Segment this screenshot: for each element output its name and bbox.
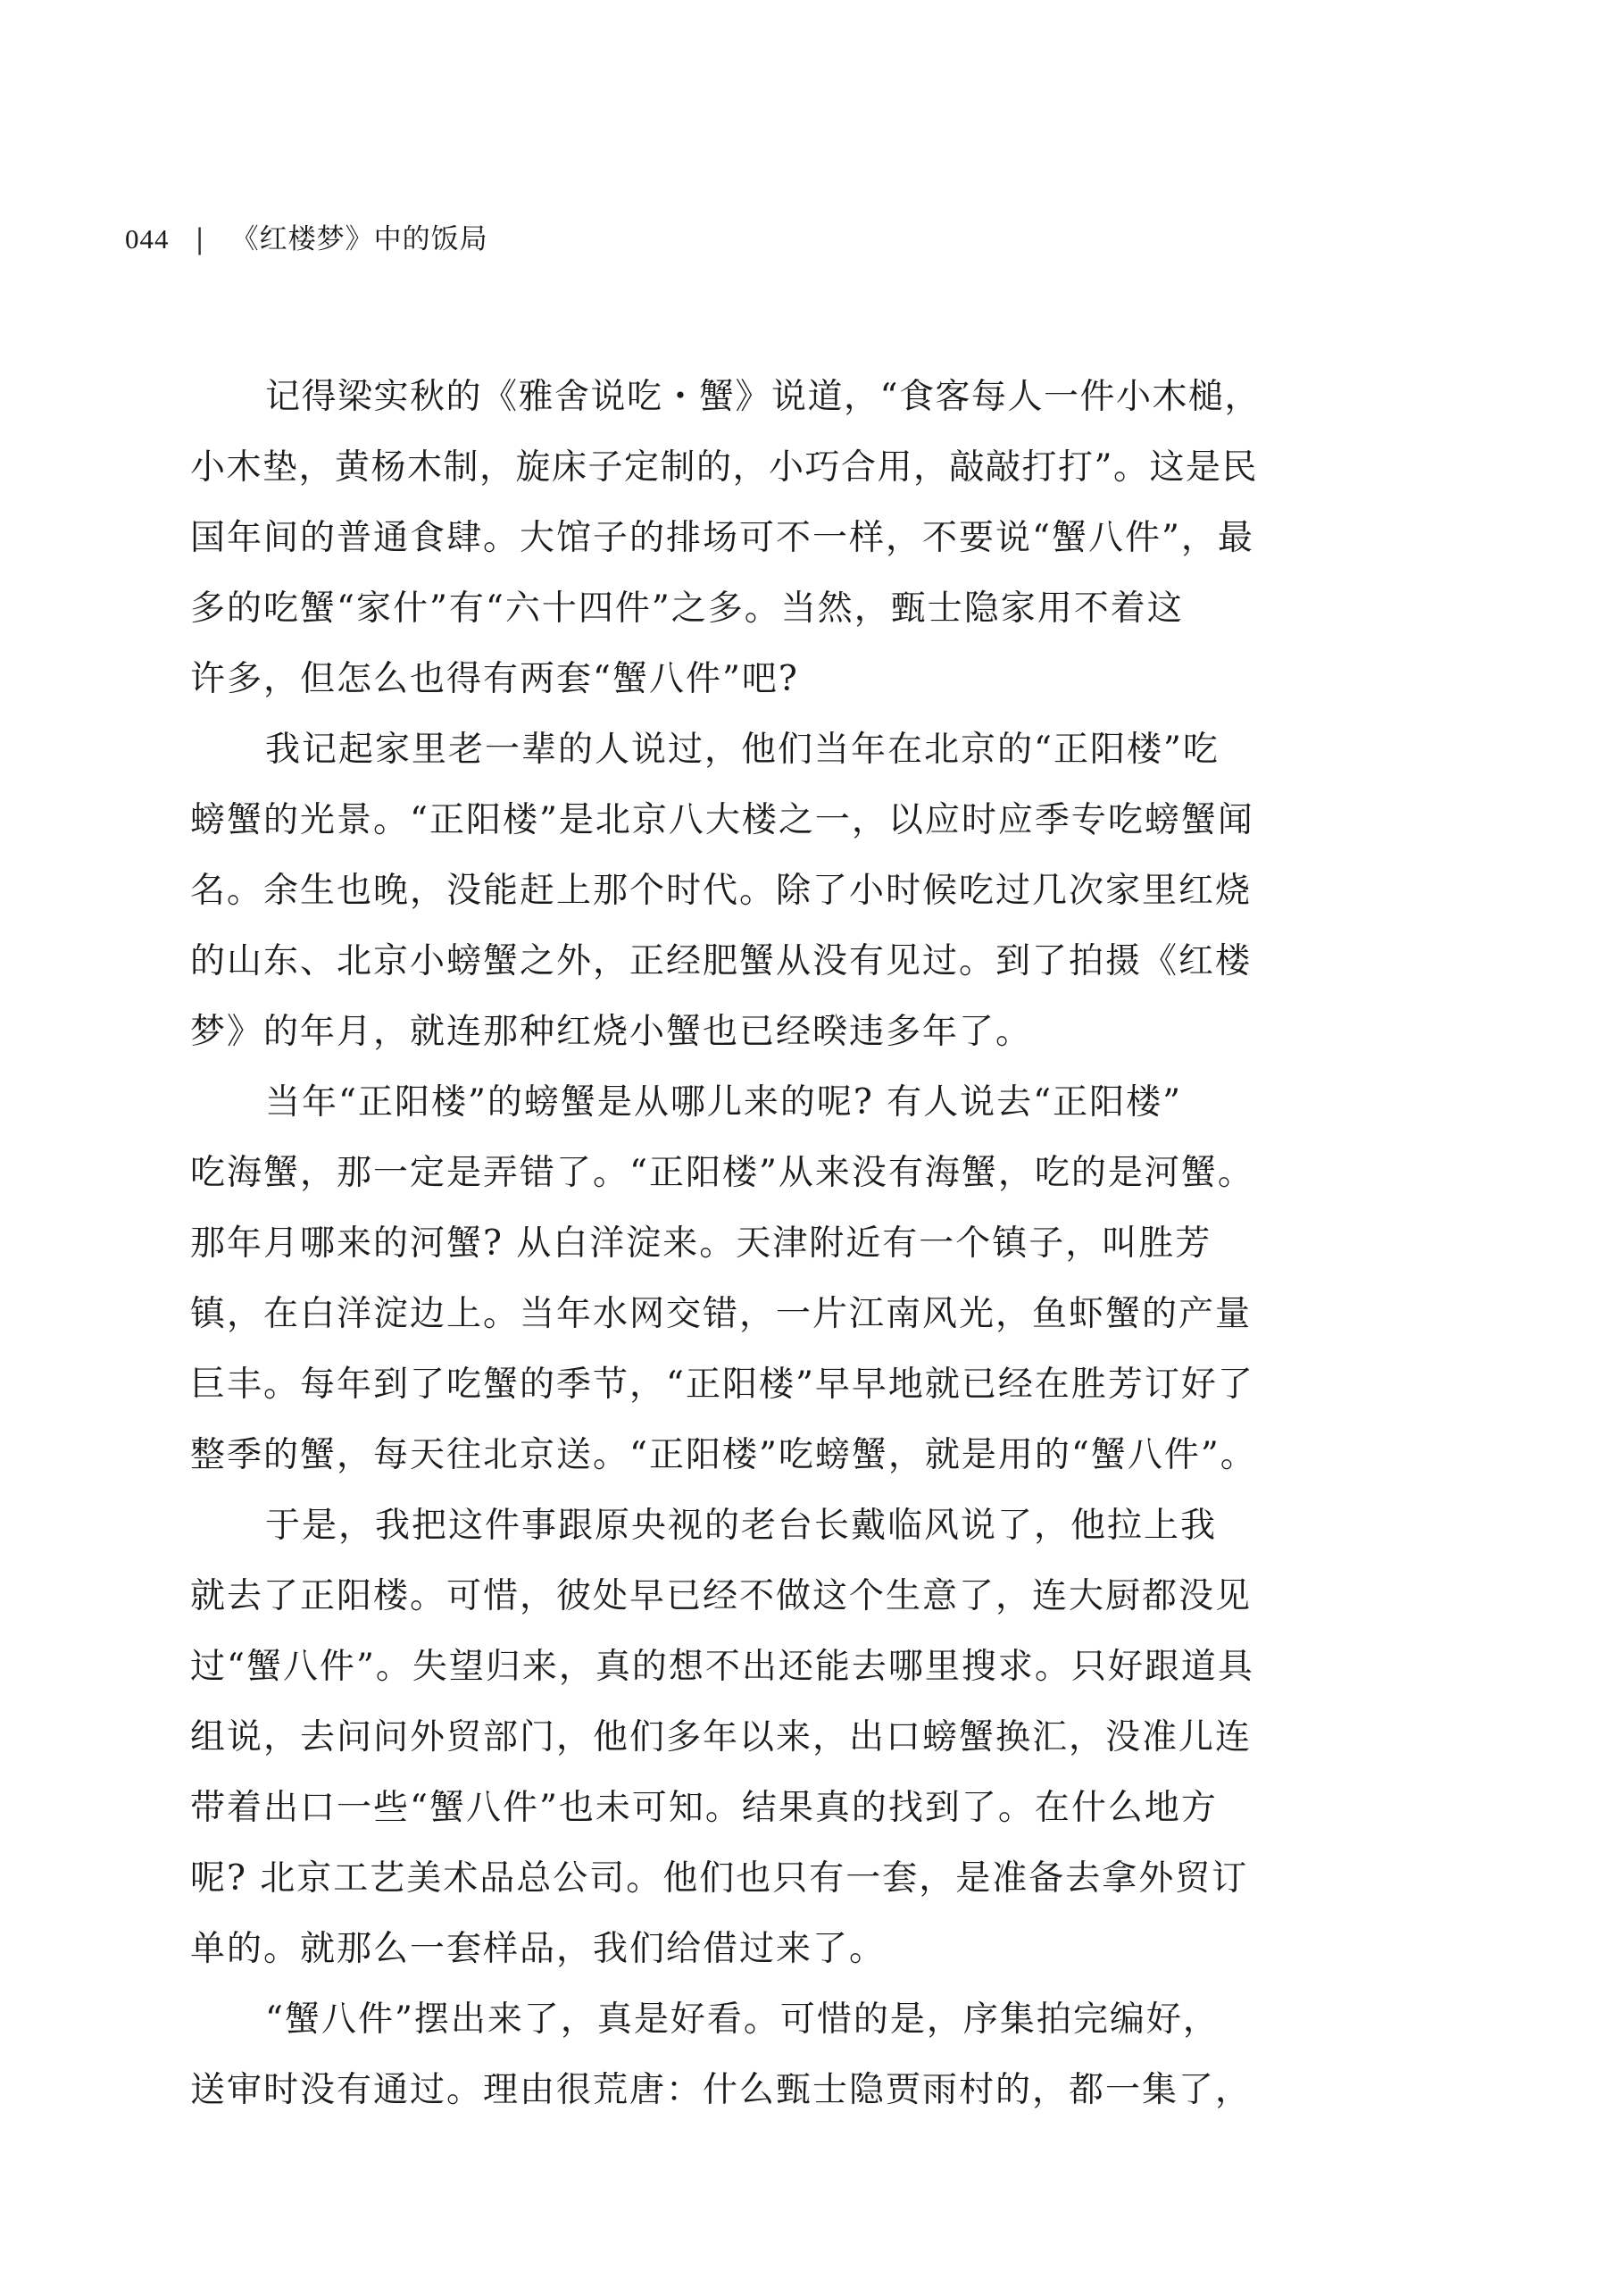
text-line: 就去了正阳楼。可惜，彼处早已经不做这个生意了，连大厨都没见	[190, 1576, 1253, 1616]
text-line: 螃蟹的光景。“正阳楼”是北京八大楼之一，以应时应季专吃螃蟹闻	[190, 800, 1254, 840]
text-line: 带着出口一些“蟹八件”也未可知。结果真的找到了。在什么地方	[190, 1788, 1218, 1828]
text-line: 巨丰。每年到了吃蟹的季节，“正阳楼”早早地就已经在胜芳订好了	[190, 1365, 1254, 1405]
running-head	[125, 221, 488, 257]
text-line: 呢? 北京工艺美术品总公司。他们也只有一套，是准备去拿外贸订	[190, 1858, 1249, 1899]
text-line: 当年“正阳楼”的螃蟹是从哪儿来的呢? 有人说去“正阳楼”	[265, 1082, 1183, 1123]
text-line: 组说，去问问外贸部门，他们多年以来，出口螃蟹换汇，没准儿连	[190, 1717, 1253, 1757]
text-line: 小木垫，黄杨木制，旋床子定制的，小巧合用，敲敲打打”。这是民	[190, 447, 1258, 488]
text-line: 过“蟹八件”。失望归来，真的想不出还能去哪里搜求。只好跟道具	[190, 1647, 1254, 1687]
text-line: 名。余生也晚，没能赶上那个时代。除了小时候吃过几次家里红烧	[190, 871, 1253, 911]
text-line: 国年间的普通食肆。大馆子的排场可不一样，不要说“蟹八件”，最	[190, 518, 1254, 558]
page-number: 044	[125, 223, 170, 255]
text-line: 梦》的年月，就连那种红烧小蟹也已经暌违多年了。	[190, 1012, 1033, 1052]
text-line: “蟹八件”摆出来了，真是好看。可惜的是，序集拍完编好，	[265, 1999, 1220, 2040]
text-line: 单的。就那么一套样品，我们给借过来了。	[190, 1929, 887, 1969]
paragraph	[190, 1984, 1262, 2125]
text-line: 我记起家里老一辈的人说过，他们当年在北京的“正阳楼”吃	[265, 730, 1220, 770]
paragraph	[190, 1067, 1262, 1490]
paragraph	[190, 714, 1262, 1067]
text-line: 于是，我把这件事跟原央视的老台长戴临风说了，他拉上我	[265, 1506, 1218, 1546]
text-line: 那年月哪来的河蟹? 从白洋淀来。天津附近有一个镇子，叫胜芳	[190, 1223, 1212, 1264]
book-title: 《红楼梦》中的饭局	[230, 223, 488, 255]
body-text	[190, 362, 1262, 2125]
text-line: 镇，在白洋淀边上。当年水网交错，一片江南风光，鱼虾蟹的产量	[190, 1294, 1253, 1334]
paragraph	[190, 362, 1262, 714]
text-line: 吃海蟹，那一定是弄错了。“正阳楼”从来没有海蟹，吃的是河蟹。	[190, 1153, 1254, 1193]
text-line: 送审时没有通过。理由很荒唐：什么甄士隐贾雨村的，都一集了，	[190, 2070, 1253, 2110]
header-separator: |	[195, 223, 205, 255]
text-line: 整季的蟹，每天往北京送。“正阳楼”吃螃蟹，就是用的“蟹八件”。	[190, 1435, 1257, 1475]
text-line: 许多，但怎么也得有两套“蟹八件”吧?	[190, 659, 799, 699]
text-line: 多的吃蟹“家什”有“六十四件”之多。当然，甄士隐家用不着这	[190, 589, 1184, 629]
paragraph	[190, 1490, 1262, 1984]
text-line: 记得梁实秋的《雅舍说吃・蟹》说道，“食客每人一件小木槌，	[265, 377, 1261, 417]
text-line: 的山东、北京小螃蟹之外，正经肥蟹从没有见过。到了拍摄《红楼	[190, 941, 1253, 981]
